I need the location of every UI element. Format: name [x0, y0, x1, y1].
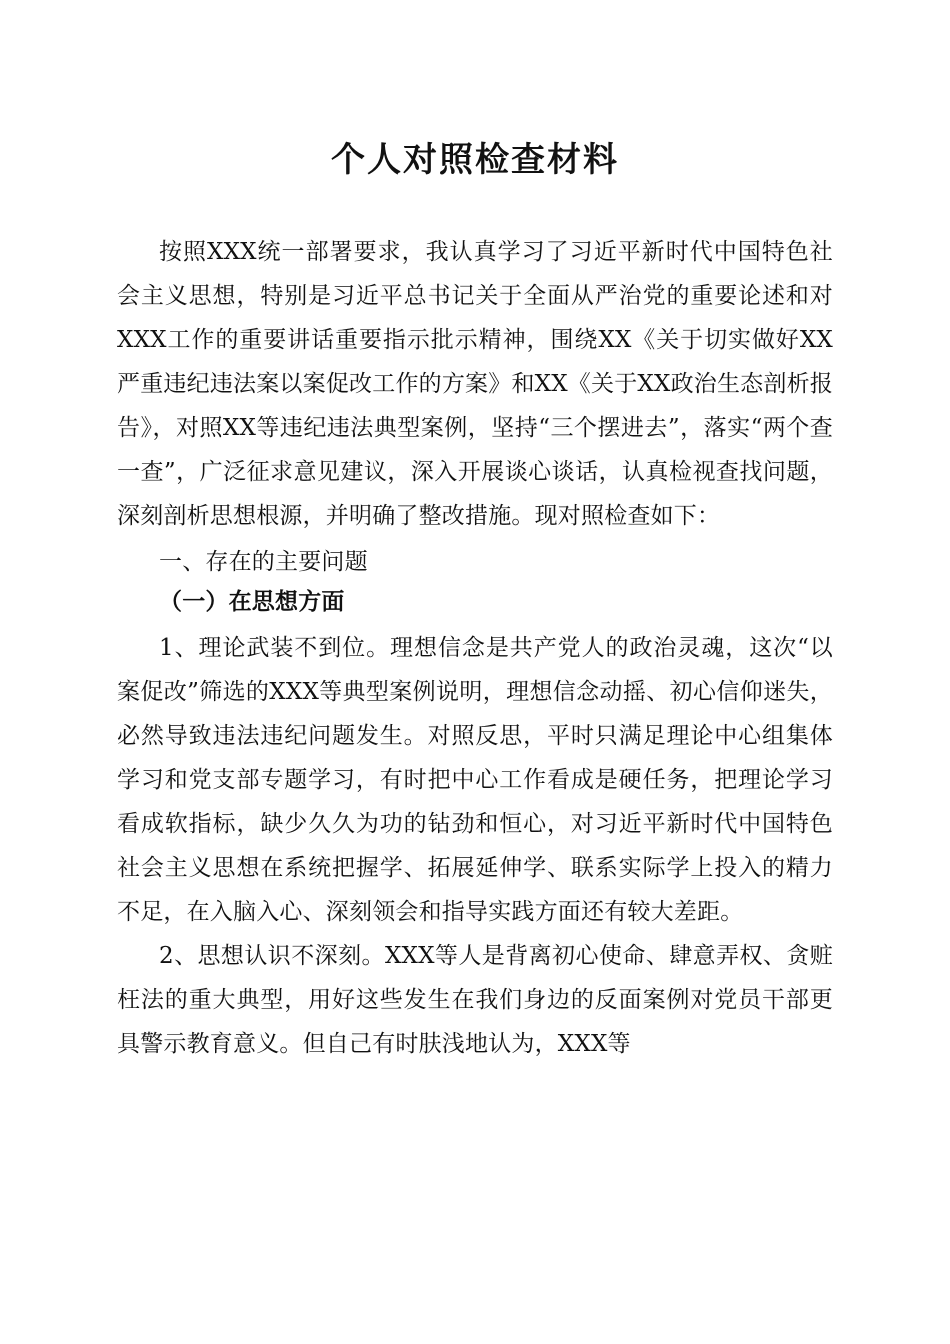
item-paragraph-1: 1、理论武装不到位。理想信念是共产党人的政治灵魂，这次“以案促改”筛选的XXX等典型案例说明，理想信念动摇、初心信仰迷失，必然导致违法违纪问题发生。对照反思，平时只满足理论中心组集体学习和党支部专题学习，有时把中心工作看成是硬任务，把理论学习看成软指标，缺少久久为功的钻劲和恒心，对习近平新时代中国特色社会主义思想在系统把握学、拓展延伸学、联系实际学上投入的精力不足，在入脑入心、深刻领会和指导实践方面还有较大差距。 — [117, 635, 833, 925]
item-paragraph-2: 2、思想认识不深刻。XXX等人是背离初心使命、肆意弄权、贪赃枉法的重大典型，用好这些发生在我们身边的反面案例对党员干部更具警示教育意义。但自己有时肤浅地认为，XXX等 — [117, 943, 833, 1057]
document-body — [117, 230, 833, 1066]
document-title: 个人对照检查材料 — [331, 140, 619, 180]
intro-paragraph: 按照XXX统一部署要求，我认真学习了习近平新时代中国特色社会主义思想，特别是习近平总书记关于全面从严治党的重要论述和对XXX工作的重要讲话重要指示批示精神，围绕XX《关于切实做好XX严重违纪违法案以案促改工作的方案》和XX《关于XX政治生态剖析报告》，对照XX等违纪违法典型案例，坚持“三个摆进去”，落实“两个查一查”，广泛征求意见建议，深入开展谈心谈话，认真检视查找问题，深刻剖析思想根源，并明确了整改措施。现对照检查如下： — [117, 239, 833, 529]
subsection-heading: （一）在思想方面 — [159, 588, 345, 615]
section-heading: 一、存在的主要问题 — [159, 549, 368, 575]
